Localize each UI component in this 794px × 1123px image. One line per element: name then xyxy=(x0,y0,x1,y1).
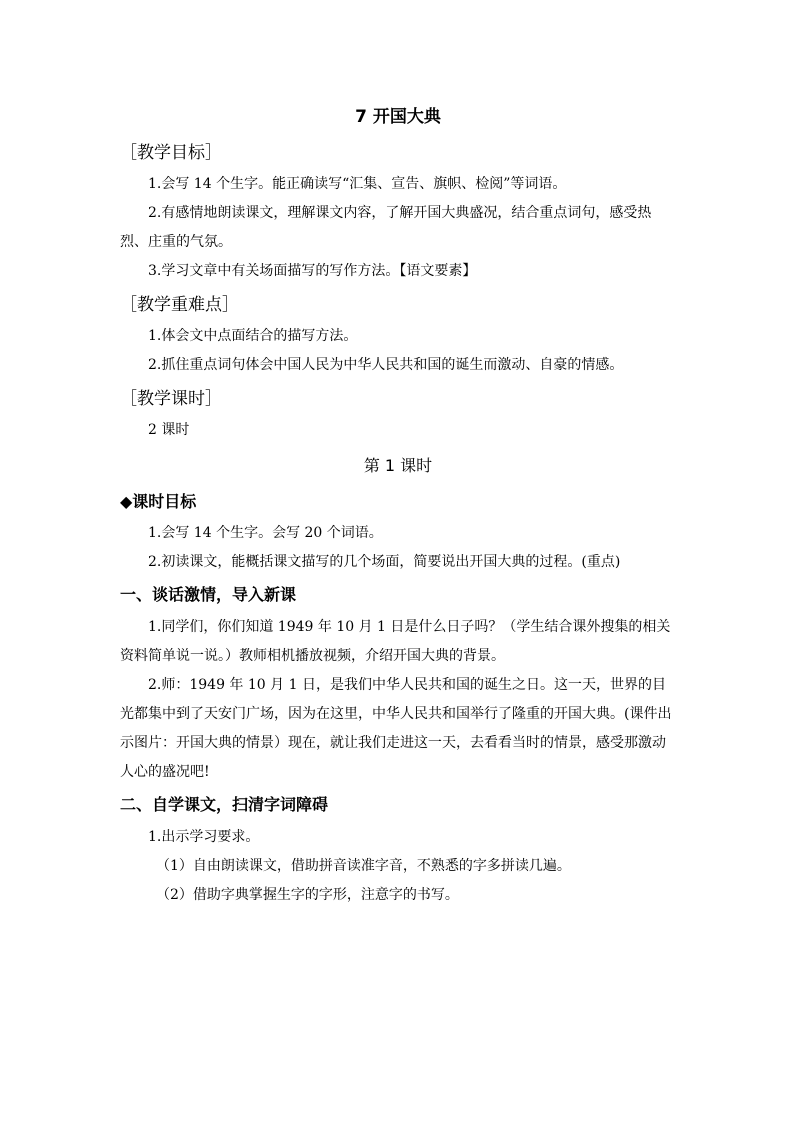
objective-item-1: 1.会写 14 个生字。能正确读写“汇集、宣告、旗帜、检阅”等词语。 xyxy=(148,176,567,192)
document-title: 7 开国大典 xyxy=(355,107,441,127)
objectives-heading: ［教学目标］ xyxy=(120,143,222,163)
section-2-para-1: 1.出示学习要求。 xyxy=(148,829,260,845)
section-2-sub-1: （1）自由朗读课文，借助拼音读准字音，不熟悉的字多拼读几遍。 xyxy=(156,858,571,874)
periods-heading: ［教学课时］ xyxy=(120,389,222,409)
lesson-goals-heading: ◆课时目标 xyxy=(120,492,197,511)
section-1-para-2: 2.师：1949 年 10 月 1 日，是我们中华人民共和国的诞生之日。这一天，世界的目光都集中到了天安门广场，因为在这里，中华人民共和国举行了隆重的开国大典。(课件出示图片：开国大典的情景）现在，就让我们走进这一天，去看看当时的情景，感受那激动人心的盛况吧! xyxy=(120,677,672,780)
key-point-item-1: 1.体会文中点面结合的描写方法。 xyxy=(148,328,358,344)
objective-item-3: 3.学习文章中有关场面描写的写作方法。【语文要素】 xyxy=(148,263,477,279)
lesson-goal-1: 1.会写 14 个生字。会写 20 个词语。 xyxy=(148,525,383,541)
lesson-1-heading: 第 1 课时 xyxy=(363,456,433,475)
periods-value: 2 课时 xyxy=(148,422,190,438)
section-1-para-1: 1.同学们，你们知道 1949 年 10 月 1 日是什么日子吗？（学生结合课外搜集的相关资料简单说一说。）教师相机播放视频，介绍开国大典的背景。 xyxy=(120,619,671,664)
document-content xyxy=(120,102,676,910)
section-2-sub-2: （2）借助字典掌握生字的字形，注意字的书写。 xyxy=(156,887,459,903)
lesson-goal-2: 2.初读课文，能概括课文描写的几个场面，简要说出开国大典的过程。(重点) xyxy=(148,554,621,570)
section-2-heading: 二、自学课文，扫清字词障碍 xyxy=(120,795,329,814)
key-point-item-2: 2.抓住重点词句体会中国人民为中华人民共和国的诞生而激动、自豪的情感。 xyxy=(148,357,624,373)
objective-item-2: 2.有感情地朗读课文，理解课文内容，了解开国大典盛况，结合重点词句，感受热烈、庄重的气氛。 xyxy=(120,205,652,250)
key-points-heading: ［教学重难点］ xyxy=(120,295,239,315)
section-1-heading: 一、谈话激情，导入新课 xyxy=(120,585,297,604)
